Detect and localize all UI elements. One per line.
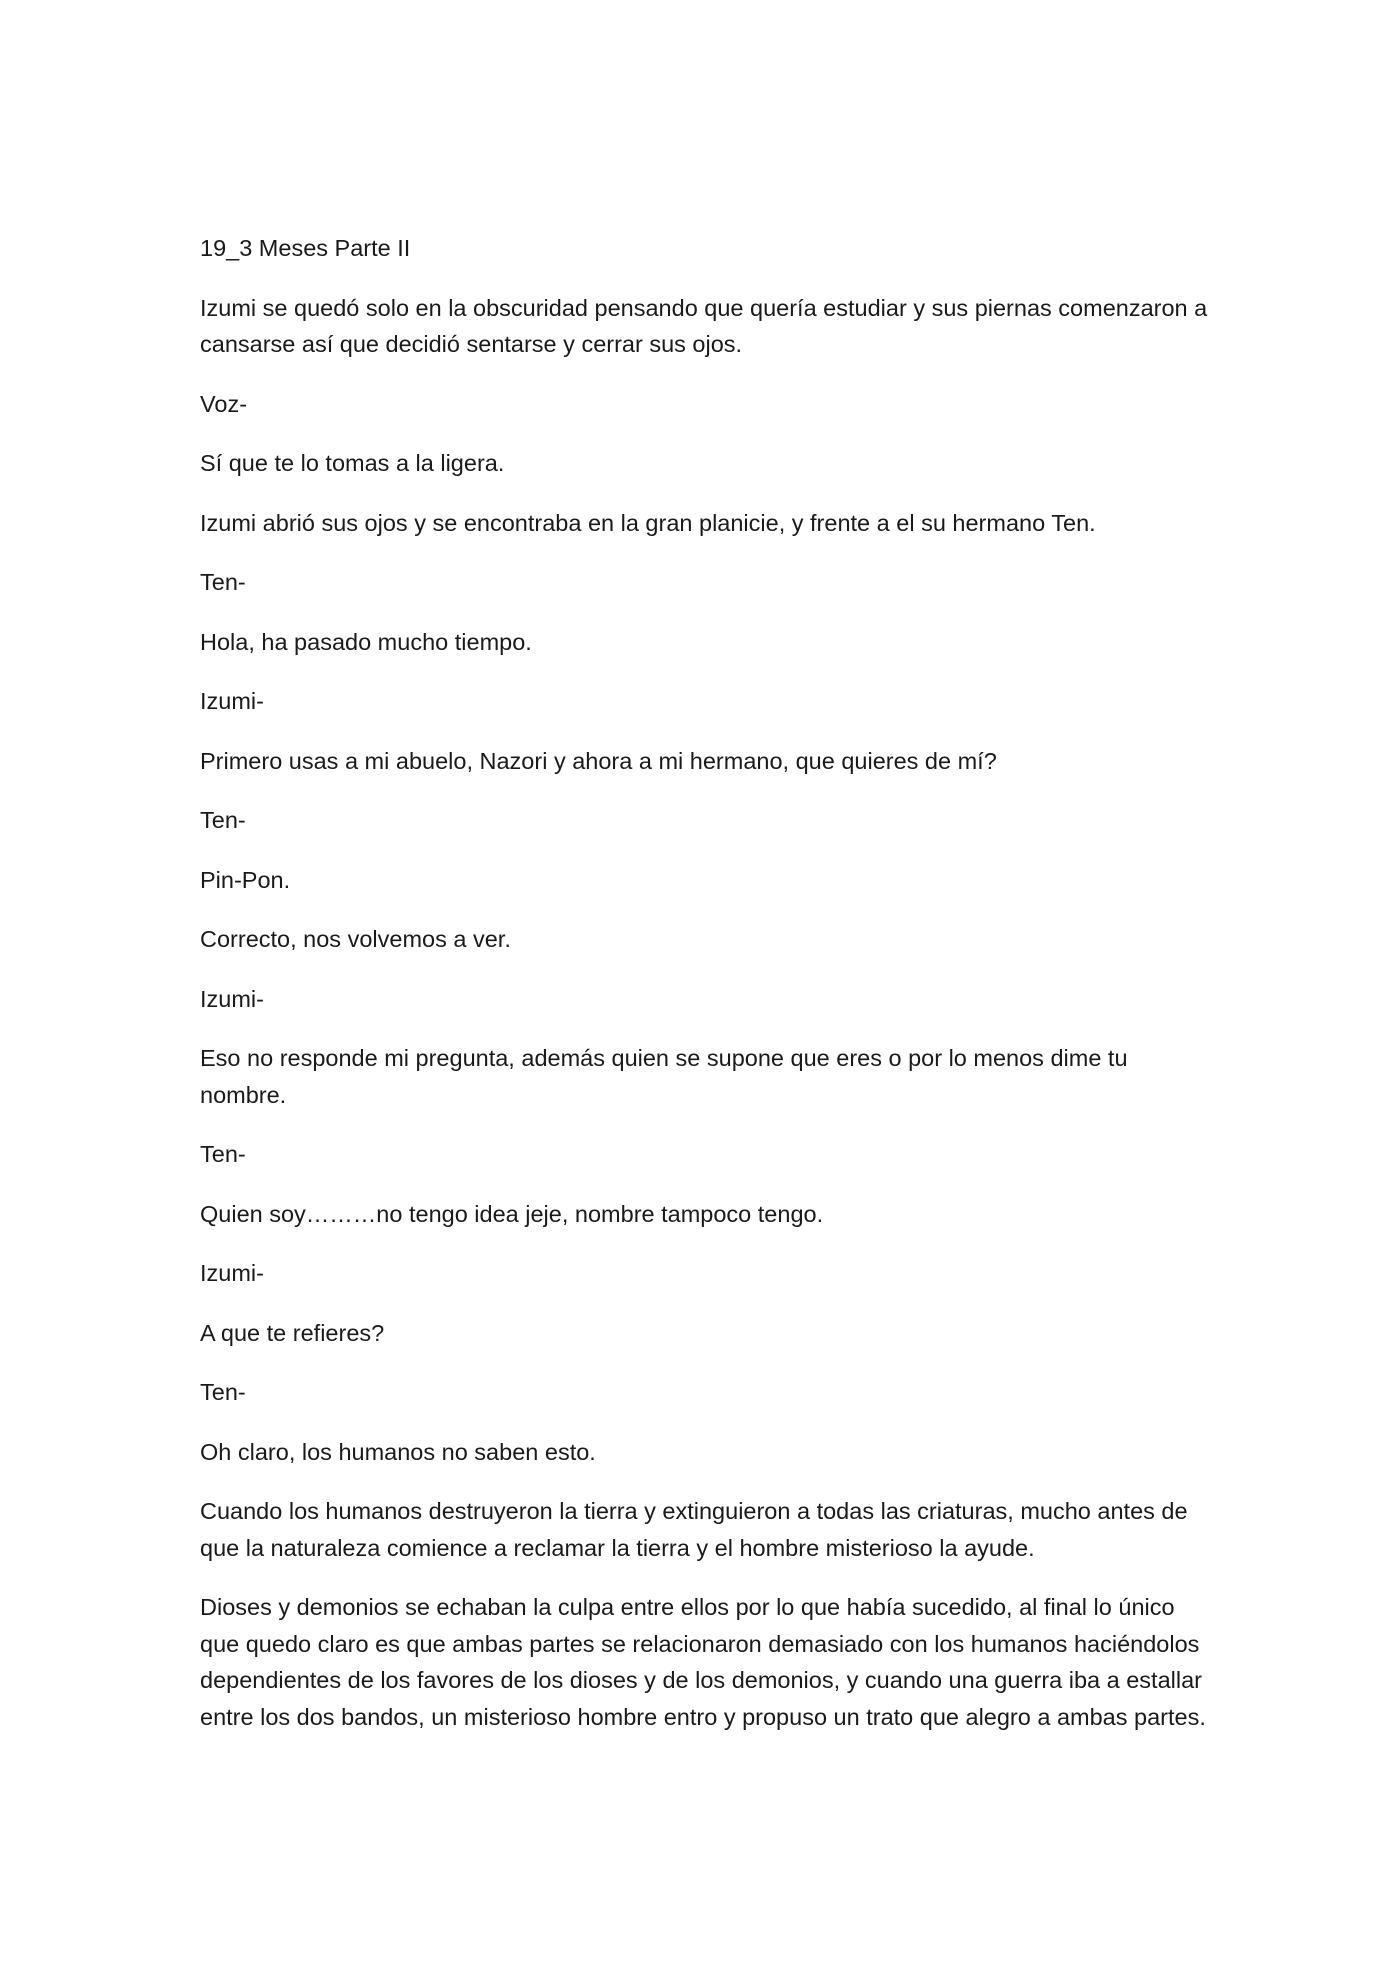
paragraph-narration: Cuando los humanos destruyeron la tierra y extinguieron a todas las criaturas, mucho antes de que la naturaleza comience a reclamar la tierra y el hombre misterioso la ayude.	[200, 1498, 1188, 1561]
speaker-label: Ten-	[200, 807, 246, 833]
dialogue-line: Sí que te lo tomas a la ligera.	[200, 450, 505, 476]
paragraph-narration: Dioses y demonios se echaban la culpa entre ellos por lo que había sucedido, al final lo único que quedo claro es que ambas partes se relacionaron demasiado con los humanos haciéndolos dependientes de los favores de los dioses y de los demonios, y cuando una guerra iba a estallar entre los dos bandos, un misterioso hombre entro y propuso un trato que alegro a ambas partes.	[200, 1594, 1206, 1730]
speaker-label: Voz-	[200, 390, 248, 417]
dialogue-line: Primero usas a mi abuelo, Nazori y ahora a mi hermano, que quieres de mí?	[200, 747, 997, 774]
speaker-label: Ten-	[200, 1379, 246, 1405]
dialogue-line: Oh claro, los humanos no saben esto.	[200, 1438, 596, 1465]
document-body	[200, 230, 1210, 1758]
speaker-label: Izumi-	[200, 985, 264, 1012]
dialogue-line: Pin-Pon.	[200, 866, 291, 893]
dialogue-line: Eso no responde mi pregunta, además quien se supone que eres o por lo menos dime tu nombre.	[200, 1045, 1128, 1108]
chapter-title: 19_3 Meses Parte II	[200, 235, 411, 261]
paragraph-narration: Izumi abrió sus ojos y se encontraba en la gran planicie, y frente a el su hermano Ten.	[200, 509, 1096, 536]
dialogue-line: Correcto, nos volvemos a ver.	[200, 926, 511, 952]
paragraph-1: Izumi se quedó solo en la obscuridad pensando que quería estudiar y sus piernas comenzaron a cansarse así que decidió sentarse y cerrar sus ojos.	[200, 294, 1208, 357]
speaker-label: Ten-	[200, 569, 246, 595]
dialogue-line: Quien soy………no tengo idea jeje, nombre tampoco tengo.	[200, 1200, 824, 1227]
speaker-label: Ten-	[200, 1141, 246, 1167]
dialogue-line: A que te refieres?	[200, 1319, 385, 1346]
dialogue-line: Hola, ha pasado mucho tiempo.	[200, 628, 532, 655]
speaker-label: Izumi-	[200, 1260, 264, 1286]
speaker-label: Izumi-	[200, 688, 264, 714]
